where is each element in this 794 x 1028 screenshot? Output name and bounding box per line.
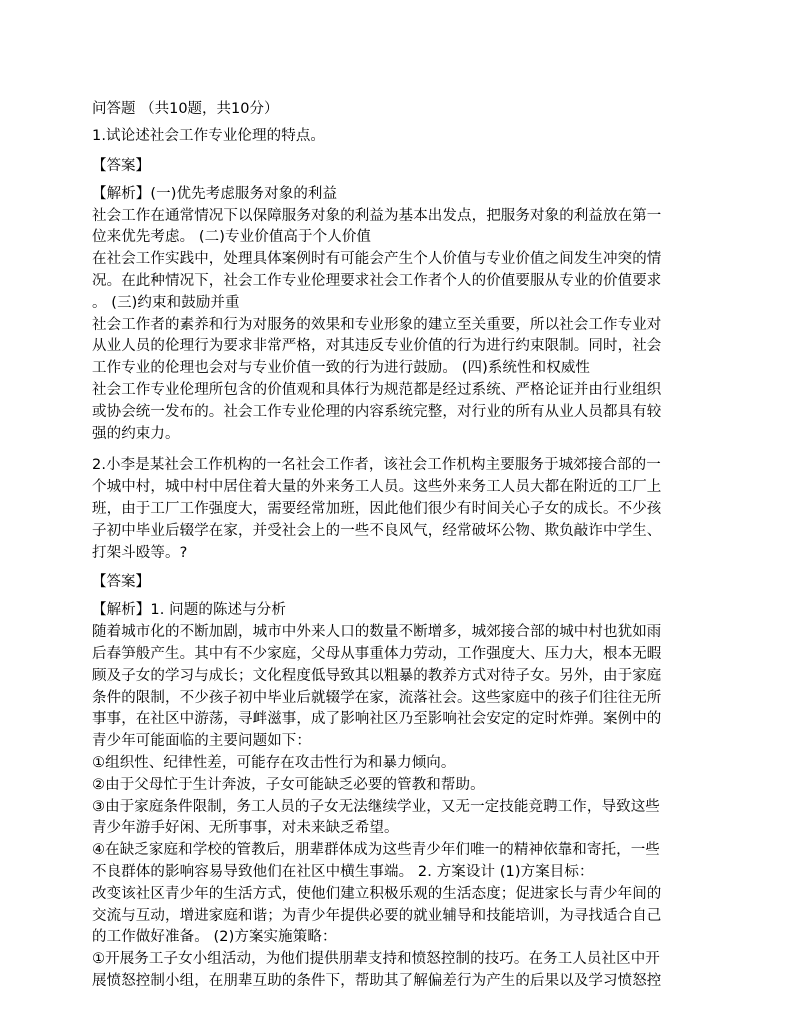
analysis-line: 的工作做好准备。 (2)方案实施策略： xyxy=(92,929,337,946)
analysis-line: ④在缺乏家庭和学校的管教后，朋辈群体成为这些青少年们唯一的精神依靠和寄托，一些 xyxy=(92,842,660,859)
question-block-1 xyxy=(92,126,704,445)
analysis-line: 后春笋般产生。其中有不少家庭，父母从事重体力劳动，工作强度大、压力大，根本无暇 xyxy=(92,645,662,662)
question-line: 2.小李是某社会工作机构的一名社会工作者，该社会工作机构主要服务于城郊接合部的一 xyxy=(92,457,661,474)
analysis-line: 顾及子女的学习与成长；文化程度低导致其以粗暴的教养方式对待子女。另外，由于家庭 xyxy=(92,667,662,684)
question-line: 班，由于工厂工作强度大，需要经常加班，因此他们很少有时间关心子女的成长。不少孩 xyxy=(92,500,662,517)
analysis-line: 。 (三)约束和鼓励并重 xyxy=(92,294,240,311)
document-page xyxy=(92,99,704,993)
analysis-line: 工作专业的伦理也会对与专业价值一致的行为进行鼓励。 (四)系统性和权威性 xyxy=(92,360,591,377)
analysis-line: 改变该社区青少年的生活方式，使他们建立积极乐观的生活态度；促进家长与青少年间的 xyxy=(92,885,662,902)
analysis-line: 青少年游手好闲、无所事事，对未来缺乏希望。 xyxy=(92,820,399,837)
analysis-line: ①组织性、纪律性差，可能存在攻击性行为和暴力倾向。 xyxy=(92,754,456,771)
question-line: 子初中毕业后辍学在家，并受社会上的一些不良风气，经常破坏公物、欺负敲诈中学生、 xyxy=(92,522,662,539)
analysis-line: 况。在此种情况下，社会工作专业伦理要求社会工作者个人的价值要服从专业的价值要求 xyxy=(92,272,662,289)
analysis-line: 社会工作专业伦理所包含的价值观和具体行为规范都是经过系统、严格论证并由行业组织 xyxy=(92,381,662,398)
analysis-line: 条件的限制，不少孩子初中毕业后就辍学在家，流落社会。这些家庭中的孩子们往往无所 xyxy=(92,689,662,706)
analysis-line: 在社会工作实践中，处理具体案例时有可能会产生个人价值与专业价值之间发生冲突的情 xyxy=(92,251,662,268)
analysis-line: ②由于父母忙于生计奔波，子女可能缺乏必要的管教和帮助。 xyxy=(92,776,485,793)
analysis-line: 【解析】1. 问题的陈述与分析 xyxy=(92,602,286,619)
analysis-line: 随着城市化的不断加剧，城市中外来人口的数量不断增多，城郊接合部的城中村也犹如雨 xyxy=(92,624,662,641)
analysis-line: 社会工作者的素养和行为对服务的效果和专业形象的建立至关重要，所以社会工作专业对 xyxy=(92,316,662,333)
analysis-line: 社会工作在通常情况下以保障服务对象的利益为基本出发点，把服务对象的利益放在第一 xyxy=(92,207,662,224)
analysis-line: 青少年可能面临的主要问题如下： xyxy=(92,733,311,750)
question-line: 1.试论述社会工作专业伦理的特点。 xyxy=(92,128,326,144)
question-block-2 xyxy=(92,455,704,992)
analysis-line: ③由于家庭条件限制，务工人员的子女无法继续学业，又无一定技能竞聘工作，导致这些 xyxy=(92,798,660,815)
analysis-line: 【解析】(一)优先考虑服务对象的利益 xyxy=(92,185,338,202)
analysis-line: 事事，在社区中游荡，寻衅滋事，成了影响社区乃至影响社会安定的定时炸弹。案例中的 xyxy=(92,711,662,728)
analysis-line: 强的约束力。 xyxy=(92,425,180,442)
analysis-line: 位来优先考虑。 (二)专业价值高于个人价值 xyxy=(92,229,372,246)
answer-tag: 【答案】 xyxy=(92,157,150,174)
analysis-line: ①开展务工子女小组活动，为他们提供朋辈支持和愤怒控制的技巧。在务工人员社区中开 xyxy=(92,951,660,968)
section-title: 问答题 （共10题，共10分） xyxy=(92,101,279,117)
analysis-line: 展愤怒控制小组，在朋辈互助的条件下，帮助其了解偏差行为产生的后果以及学习愤怒控 xyxy=(92,972,662,989)
analysis-line: 从业人员的伦理行为要求非常严格，对其违反专业价值的行为进行约束限制。同时，社会 xyxy=(92,338,662,355)
analysis-line: 或协会统一发布的。社会工作专业伦理的内容系统完整，对行业的所有从业人员都具有较 xyxy=(92,403,662,420)
question-line: 打架斗殴等。? xyxy=(92,544,188,561)
analysis-line: 交流与互动，增进家庭和谐；为青少年提供必要的就业辅导和技能培训，为寻找适合自己 xyxy=(92,907,662,924)
answer-tag: 【答案】 xyxy=(92,574,150,591)
question-line: 个城中村，城中村中居住着大量的外来务工人员。这些外来务工人员大都在附近的工厂上 xyxy=(92,479,662,496)
analysis-line: 不良群体的影响容易导致他们在社区中横生事端。 2. 方案设计 (1)方案目标： xyxy=(92,863,594,880)
